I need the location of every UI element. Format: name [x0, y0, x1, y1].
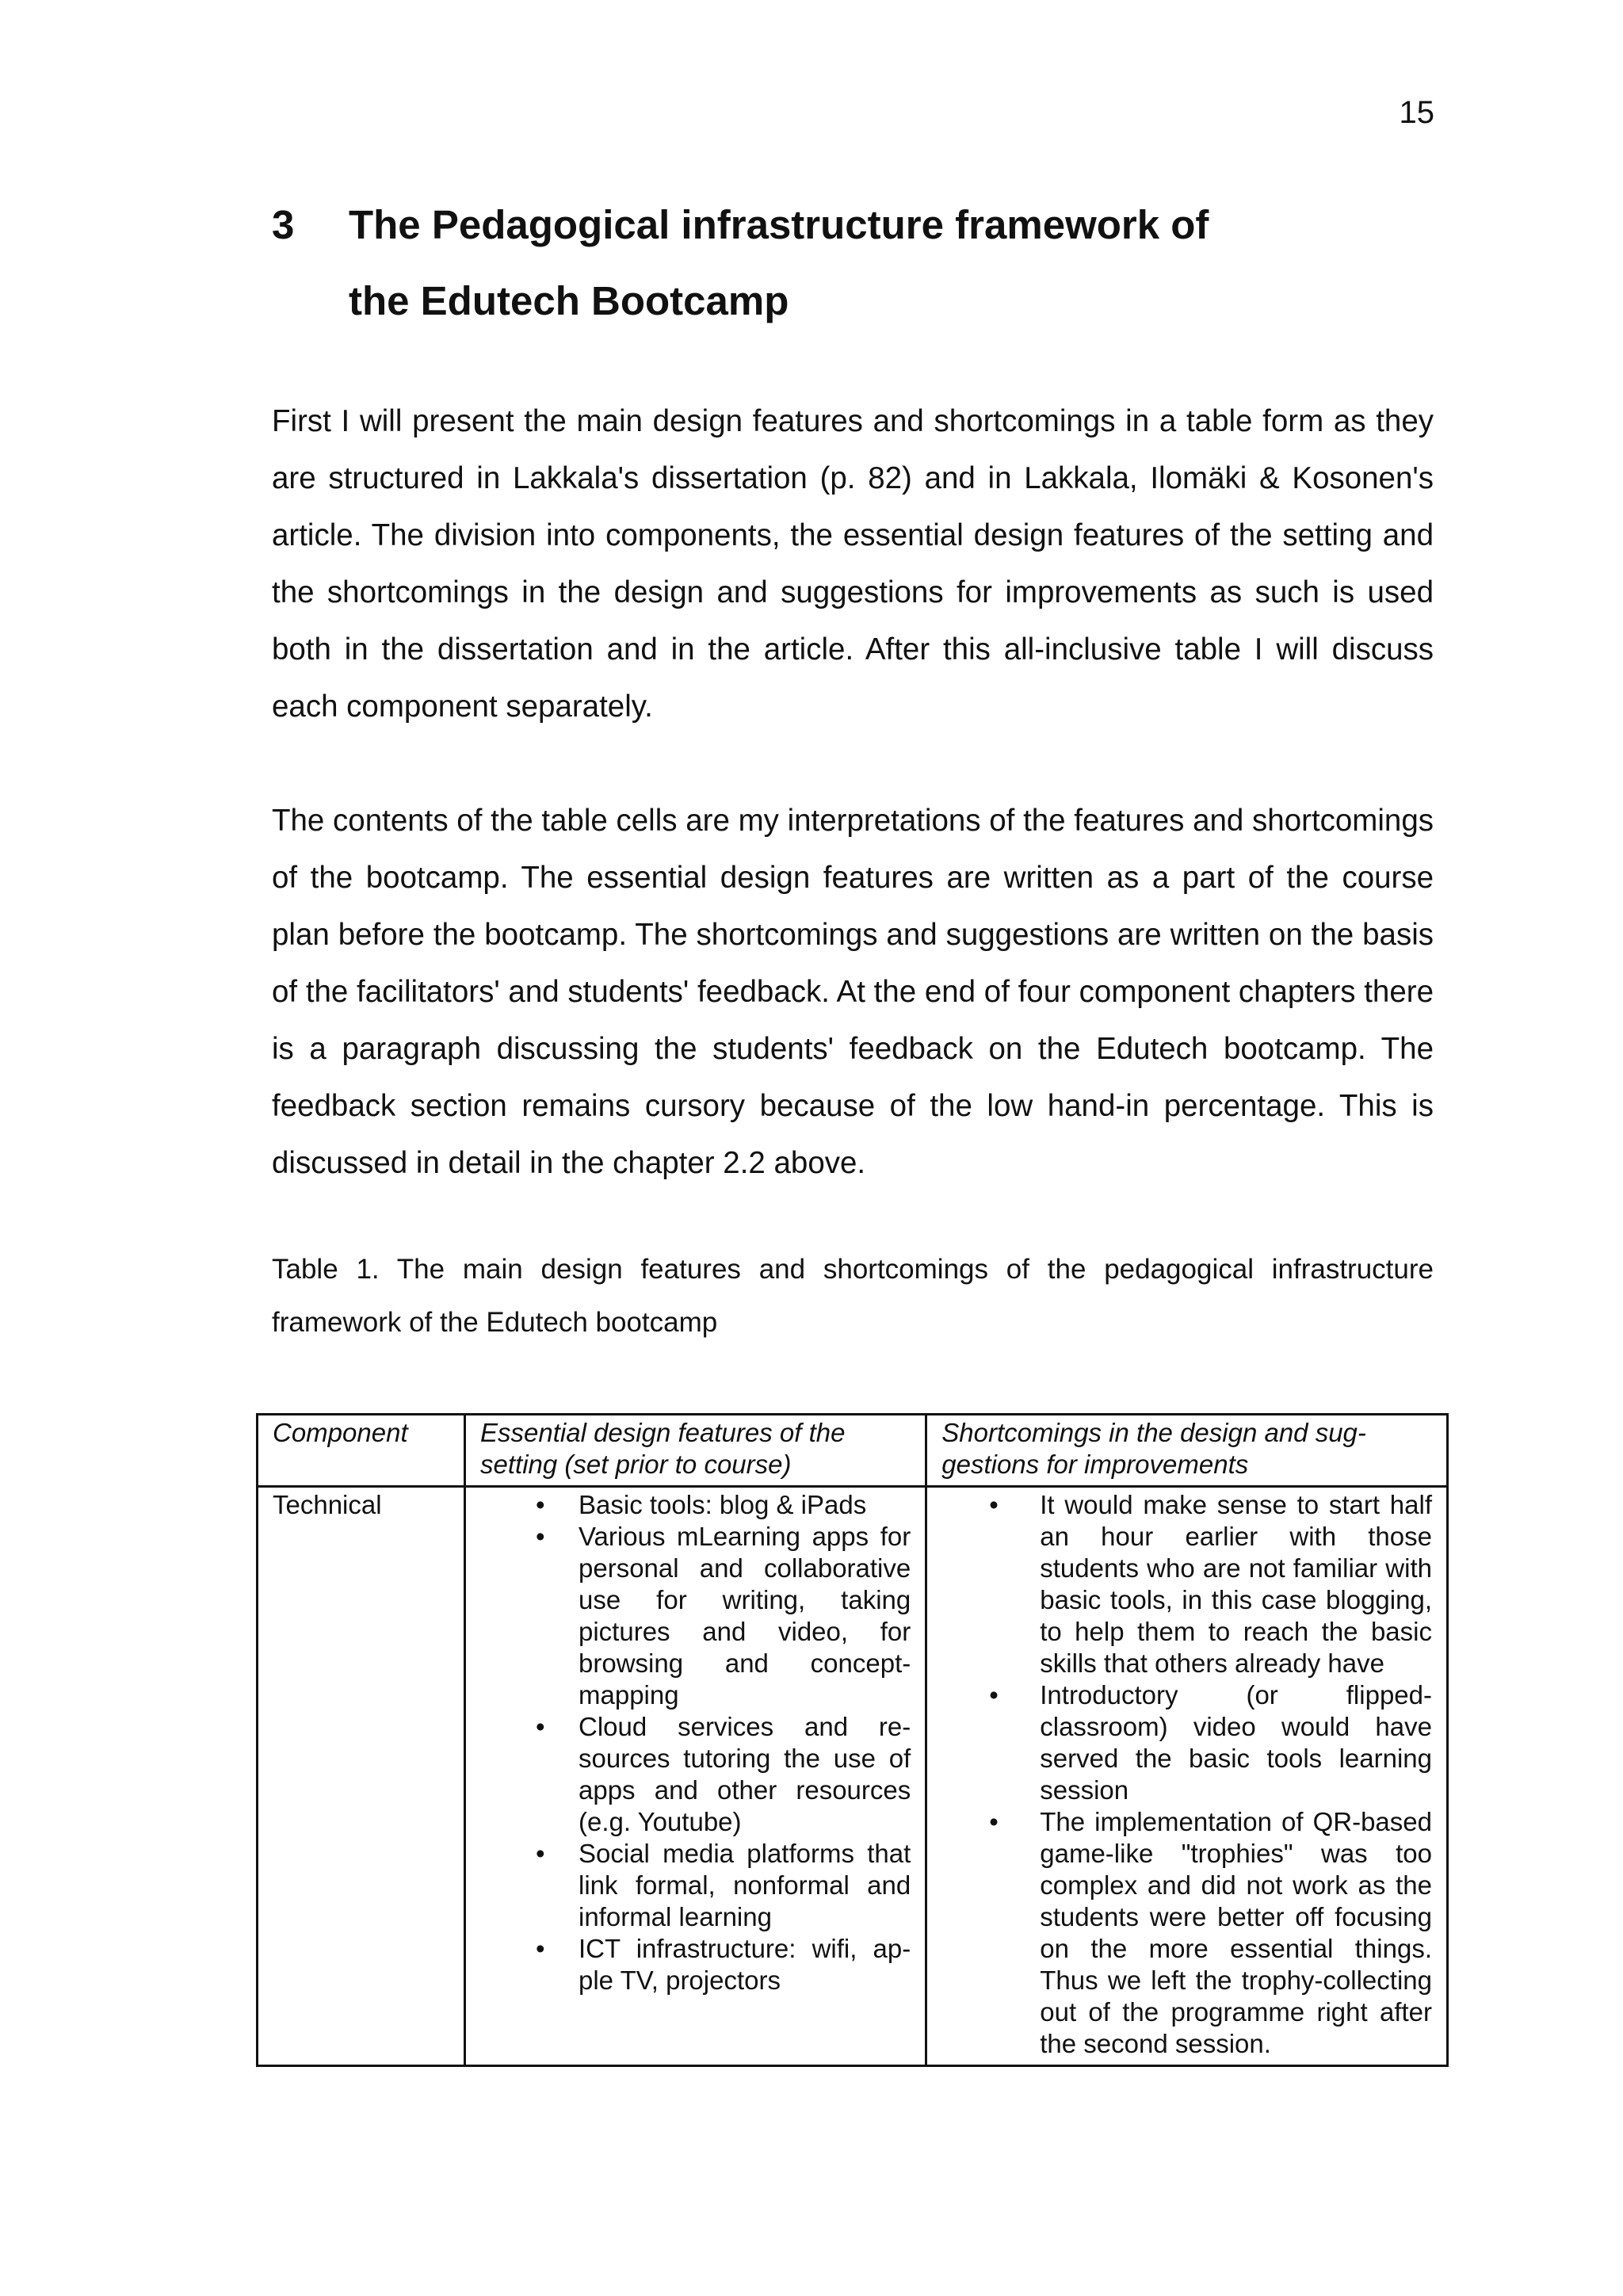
list-item — [480, 1933, 911, 1996]
table-header-row — [258, 1415, 1448, 1487]
list-item — [480, 1521, 911, 1711]
design-features-table — [256, 1413, 1449, 2067]
header-features: Essential design features of the setting (set prior to course) — [465, 1415, 926, 1487]
bullet-icon: • — [989, 1680, 999, 1710]
list-item-text: ICT infrastructure: wifi, apple TV, projectors — [579, 1934, 911, 1995]
bullet-icon: • — [536, 1522, 545, 1551]
header-shortcomings: Shortcomings in the design and suggestions for improvements — [926, 1415, 1448, 1487]
table-caption: Table 1. The main design features and shortcomings of the pedagogical infrastructure framework of the Edutech bootcamp — [272, 1254, 1434, 1338]
bullet-icon: • — [989, 1490, 999, 1519]
header-component: Component — [258, 1415, 465, 1487]
bullet-icon: • — [536, 1490, 545, 1519]
list-item-text: Cloud services and resources tutoring the use of apps and other resources (e.g. Youtube) — [579, 1712, 911, 1836]
list-item-text: The implementation of QR-based game-like "trophies" was too complex and did not work as the students were better off focusing on the more essential things. Thus we left the trophy-collecting out of the programme right after the second session. — [1040, 1807, 1432, 2058]
list-item — [941, 1489, 1432, 1679]
list-item-text: Social media platforms that link formal, nonformal and informal learning — [579, 1839, 911, 1931]
list-item — [480, 1838, 911, 1933]
shortcomings-list — [941, 1489, 1432, 2060]
features-cell — [465, 1487, 926, 2066]
features-list — [480, 1489, 911, 1996]
chapter-title — [349, 187, 1442, 339]
contents-paragraph: The contents of the table cells are my interpretations of the features and shortcomings of the bootcamp. The essential design features are written as a part of the course plan before the bootcamp. The shortcomings and suggestions are written on the basis of the facilitators' and students' feedback. At the end of four component chapters there is a paragraph discussing the students' feedback on the Edutech bootcamp. The feedback section remains cursory because of the low hand-in percentage. This is discussed in detail in the chapter 2.2 above. — [272, 804, 1434, 1180]
list-item-text: Basic tools: blog & iPads — [579, 1490, 867, 1519]
shortcomings-cell — [926, 1487, 1448, 2066]
bullet-icon: • — [989, 1807, 999, 1836]
intro-paragraph: First I will present the main design features and shortcomings in a table form as they are structured in Lakkala's dissertation (p. 82) and in Lakkala, Ilomäki & Kosonen's article. The division into components, the essential design features of the setting and the shortcomings in the design and suggestions for improvements as such is used both in the dissertation and in the article. After this all-inclusive table I will discuss each component separately. — [272, 404, 1434, 724]
list-item-text: It would make sense to start half an hour earlier with those students who are not familiar with basic tools, in this case blogging, to help them to reach the basic skills that others already have — [1040, 1490, 1432, 1678]
list-item-text: Introductory (or flipped-classroom) video would have served the basic tools learning session — [1040, 1680, 1432, 1805]
table-row — [258, 1487, 1448, 2066]
bullet-icon: • — [536, 1839, 545, 1868]
page-number: 15 — [1399, 95, 1434, 130]
list-item — [480, 1711, 911, 1838]
list-item — [941, 1679, 1432, 1806]
bullet-icon: • — [536, 1934, 545, 1963]
list-item — [941, 1806, 1432, 2060]
component-cell: Technical — [258, 1487, 465, 2066]
chapter-title-line-2: the Edutech Bootcamp — [349, 278, 789, 323]
list-item-text: Various mLearning apps for personal and collaborative use for writing, taking pictures and video, for browsing and concept-mapping — [579, 1522, 911, 1710]
chapter-number: 3 — [272, 202, 295, 247]
chapter-title-line-1: The Pedagogical infrastructure framework of — [349, 202, 1209, 247]
bullet-icon: • — [536, 1712, 545, 1741]
list-item — [480, 1489, 911, 1521]
